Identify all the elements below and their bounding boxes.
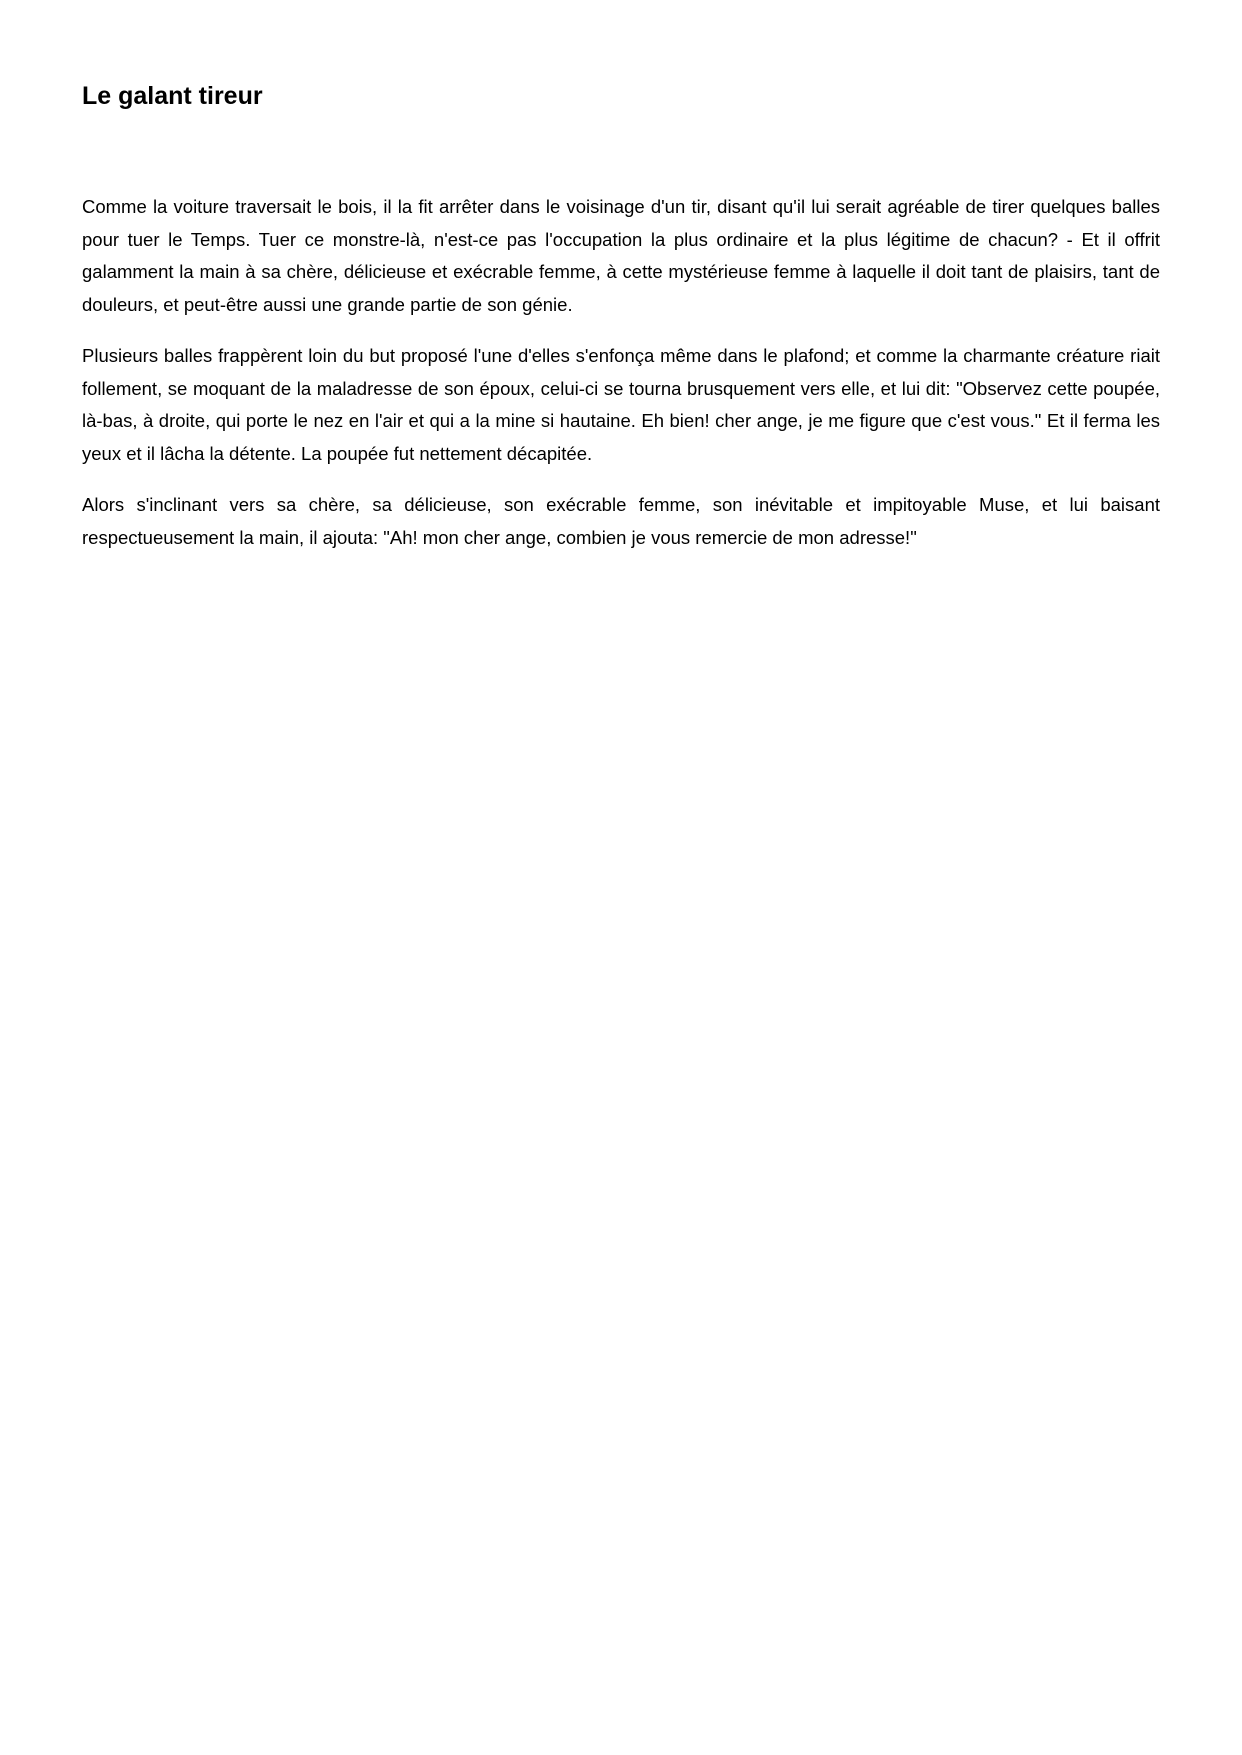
document-body <box>82 191 1160 573</box>
document-title: Le galant tireur <box>82 82 263 110</box>
paragraph-2: Plusieurs balles frappèrent loin du but proposé l'une d'elles s'enfonça même dans le plafond; et comme la charmante créature riait follement, se moquant de la maladresse de son époux, celui-ci se tourna brusquement vers elle, et lui dit: "Observez cette poupée, là-bas, à droite, qui porte le nez en l'air et qui a la mine si hautaine. Eh bien! cher ange, je me figure que c'est vous." Et il ferma les yeux et il lâcha la détente. La poupée fut nettement décapitée. <box>82 345 1160 464</box>
paragraph-3: Alors s'inclinant vers sa chère, sa délicieuse, son exécrable femme, son inévitable et impitoyable Muse, et lui baisant respectueusement la main, il ajouta: "Ah! mon cher ange, combien je vous remercie de mon adresse!" <box>82 494 1160 548</box>
paragraph-1: Comme la voiture traversait le bois, il la fit arrêter dans le voisinage d'un tir, disant qu'il lui serait agréable de tirer quelques balles pour tuer le Temps. Tuer ce monstre-là, n'est-ce pas l'occupation la plus ordinaire et la plus légitime de chacun? - Et il offrit galamment la main à sa chère, délicieuse et exécrable femme, à cette mystérieuse femme à laquelle il doit tant de plaisirs, tant de douleurs, et peut-être aussi une grande partie de son génie. <box>82 196 1160 315</box>
